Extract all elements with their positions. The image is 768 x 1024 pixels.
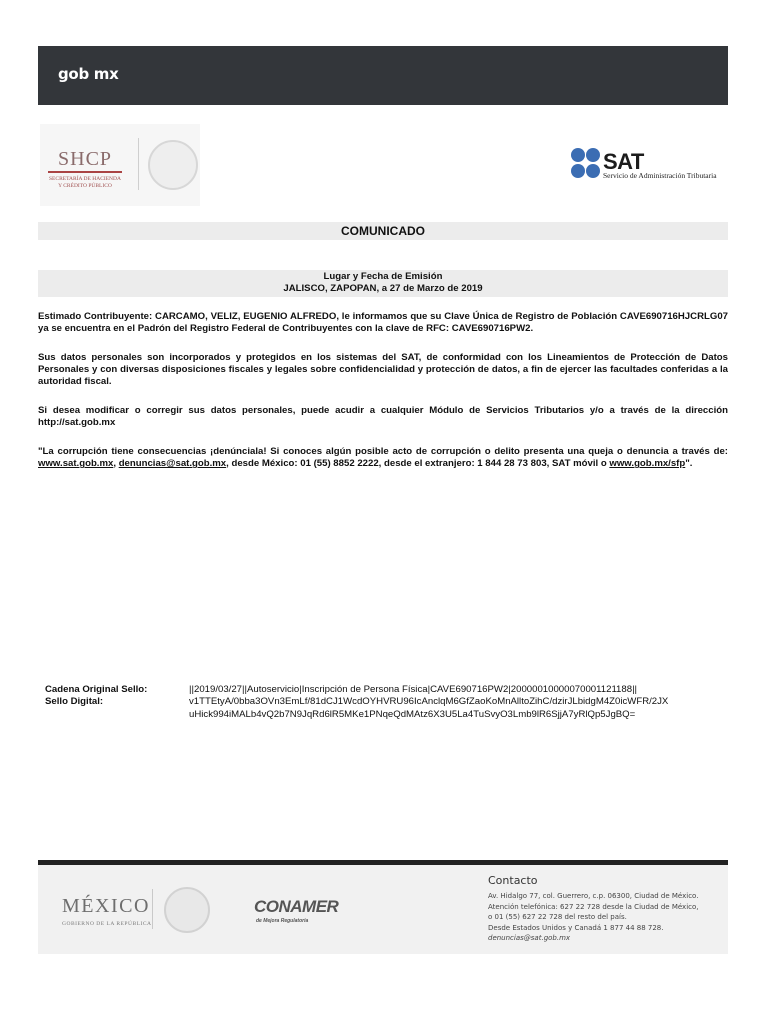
sello-digital-label: Sello Digital: — [45, 696, 104, 708]
contact-phone-usa: Desde Estados Unidos y Canadá 1 877 44 88 728. — [488, 923, 664, 932]
seal-values — [189, 684, 719, 721]
mexico-logo-text: MÉXICO — [62, 895, 150, 917]
shcp-logo — [40, 124, 200, 206]
paragraph-registration: Estimado Contribuyente: CARCAMO, VELIZ, EUGENIO ALFREDO, le informamos que su Clave Única de Registro de Población CAVE690716HJCRLG07 ya se encuentra en el Padrón del Registro Federal de Contribuyentes con la clave de RFC: CAVE690716PW2. — [38, 311, 728, 335]
conamer-logo: CONAMER — [254, 897, 339, 916]
gobmx-header-bar — [38, 46, 728, 105]
paragraph-privacy: Sus datos personales son incorporados y protegidos en los sistemas del SAT, de conformidad con los Lineamientos de Protección de Datos Personales y con diversas disposiciones fiscales y legales sobre confidencialidad y protección de datos, a fin de ejercer las facultades conferidas a la autoridad fiscal. — [38, 352, 728, 388]
cadena-original-label: Cadena Original Sello: — [45, 684, 148, 695]
seal-labels — [45, 684, 147, 709]
contact-title: Contacto — [488, 874, 538, 887]
contact-address: Av. Hidalgo 77, col. Guerrero, c.p. 06300, Ciudad de México. — [488, 892, 699, 900]
mexico-logo-subtitle: GOBIERNO DE LA REPÚBLICA — [62, 921, 152, 927]
national-seal-icon — [164, 887, 210, 933]
corruption-intro: "La corrupción tiene consecuencias ¡denúnciala! Si conoces algún posible acto de corrupción o delito presenta una queja o denuncia a través de: — [38, 446, 728, 457]
contact-phone-cdmx: Atención telefónica: 627 22 728 desde la Ciudad de México, — [488, 902, 699, 911]
shcp-divider — [48, 171, 122, 173]
conamer-subtitle: de Mejora Regulatoria — [256, 918, 309, 924]
sat-dot-icon — [571, 148, 585, 162]
denuncias-email-link[interactable]: denuncias@sat.gob.mx — [118, 458, 227, 470]
shcp-subtitle — [48, 176, 122, 190]
place-date-value: JALISCO, ZAPOPAN, a 27 de Marzo de 2019 — [283, 283, 483, 294]
contact-block — [488, 874, 723, 944]
sat-title: SAT — [603, 149, 644, 174]
paragraph-modify-data: Si desea modificar o corregir sus datos personales, puede acudir a cualquier Módulo de Servicios Tributarios y/o a través de la dirección http://sat.gob.mx — [38, 405, 728, 429]
footer — [38, 865, 728, 954]
sat-website-link[interactable]: www.sat.gob.mx — [38, 458, 114, 470]
mexico-separator — [152, 889, 153, 929]
gobmx-logo[interactable]: gob mx — [58, 65, 119, 83]
sat-dot-icon — [586, 164, 600, 178]
contact-phone-national: o 01 (55) 627 22 728 del resto del país. — [488, 913, 627, 921]
shcp-title: SHCP — [58, 148, 113, 170]
corruption-phones: , desde México: 01 (55) 8852 2222, desde el extranjero: 1 844 28 73 803, SAT móvil o — [226, 458, 610, 470]
shcp-separator — [138, 138, 139, 190]
sello-digital-line2: uHick994iMALb4vQ2b7N9JqRd6lR5MKe1PNqeQdMAtz6X3U5La4TuSvyO3Lmb9lR6SjjA7yRlQp5JgBQ= — [189, 708, 636, 720]
corruption-separator: , — [113, 458, 119, 470]
place-date-label: Lugar y Fecha de Emisión — [323, 271, 443, 282]
sat-logo — [569, 148, 729, 180]
paragraph-corruption — [38, 446, 728, 470]
shcp-subtitle-line1: SECRETARÍA DE HACIENDA — [49, 176, 121, 182]
contact-email[interactable]: denuncias@sat.gob.mx — [488, 934, 571, 942]
cadena-original-value: ||2019/03/27||Autoservicio|Inscripción de Persona Física|CAVE690716PW2|20000010000070001121188|| — [189, 684, 638, 695]
corruption-end: ". — [685, 458, 693, 470]
sat-dot-icon — [571, 164, 585, 178]
sat-subtitle: Servicio de Administración Tributaria — [603, 171, 717, 180]
sat-dot-icon — [586, 148, 600, 162]
national-seal-icon — [148, 140, 198, 190]
place-date-band — [38, 270, 728, 297]
shcp-subtitle-line2: Y CRÉDITO PÚBLICO — [58, 183, 112, 189]
sello-digital-line1: v1TTEtyA/0bba3OVn3EmLf/81dCJ1WcdOYHVRU96IcAnclqM6GfZaoKoMnAlltoZihC/dzirJLbidgM4Z0icWFR/2JX — [189, 696, 669, 708]
document-title: COMUNICADO — [38, 222, 728, 240]
sfp-website-link[interactable]: www.gob.mx/sfp — [609, 458, 686, 470]
